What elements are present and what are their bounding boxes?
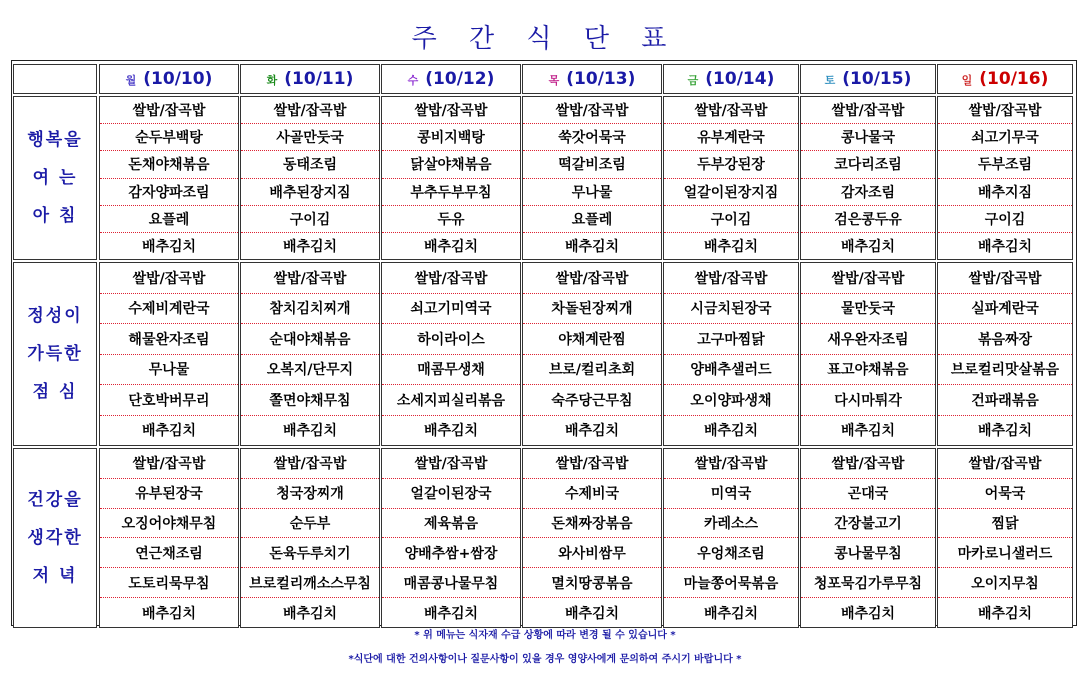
menu-item: 코다리조림 [801, 151, 935, 178]
menu-item: 브로컬리맛살볶음 [938, 355, 1072, 386]
menu-item: 쫄면야채무침 [241, 385, 379, 416]
menu-item: 감자조림 [801, 179, 935, 206]
menu-item: 브로컬리깨소스무침 [241, 568, 379, 598]
day-header-2 [240, 64, 380, 94]
menu-item: 수제비국 [523, 479, 661, 509]
meal-label-line: 생각한 [27, 528, 83, 548]
menu-item: 콩나물국 [801, 124, 935, 151]
meal-label-line: 행복을 [27, 130, 83, 150]
menu-item: 순대야채볶음 [241, 324, 379, 355]
meal-1-day-7 [937, 96, 1073, 260]
menu-item: 미역국 [664, 479, 798, 509]
day-date-label: (10/12) [425, 69, 495, 89]
meal-label-2 [13, 262, 97, 446]
menu-item: 돈육두루치기 [241, 538, 379, 568]
menu-item: 감자양파조림 [100, 179, 238, 206]
meal-2-day-1 [99, 262, 239, 446]
menu-item: 쌀밥/잡곡밥 [241, 263, 379, 294]
menu-item: 브로/컬리초회 [523, 355, 661, 386]
menu-item: 동태조림 [241, 151, 379, 178]
meal-label-line: 아 침 [32, 206, 78, 226]
meal-3-day-1 [99, 448, 239, 628]
menu-item: 배추김치 [282, 423, 338, 440]
menu-item: 돈채야채볶음 [100, 151, 238, 178]
menu-item: 시금치된장국 [664, 294, 798, 325]
day-header-1 [99, 64, 239, 94]
menu-item: 카레소스 [664, 509, 798, 539]
menu-item: 어묵국 [938, 479, 1072, 509]
menu-item: 무나물 [100, 355, 238, 386]
menu-item: 배추김치 [282, 238, 338, 255]
menu-item: 배추김치 [977, 605, 1033, 622]
menu-item: 떡갈비조림 [523, 151, 661, 178]
menu-item: 하이라이스 [382, 324, 520, 355]
menu-item: 쌀밥/잡곡밥 [938, 97, 1072, 124]
weekday-icon: 목 [548, 74, 560, 87]
menu-item: 멸치땅콩볶음 [523, 568, 661, 598]
meal-3-day-2 [240, 448, 380, 628]
meal-label-line: 건강을 [27, 490, 83, 510]
menu-table [11, 60, 1077, 626]
menu-item: 쌀밥/잡곡밥 [664, 263, 798, 294]
meal-label-1 [13, 96, 97, 260]
menu-item: 쌀밥/잡곡밥 [241, 97, 379, 124]
menu-item: 마늘쫑어묵볶음 [664, 568, 798, 598]
menu-item: 배추된장지짐 [241, 179, 379, 206]
note-1: * 위 메뉴는 식자재 수급 상황에 따라 변경 될 수 있습니다 * [414, 630, 676, 641]
menu-item: 곤대국 [801, 479, 935, 509]
meal-3-day-4 [522, 448, 662, 628]
menu-item: 쌀밥/잡곡밥 [938, 263, 1072, 294]
meal-3-day-7 [937, 448, 1073, 628]
menu-item: 요플레 [100, 206, 238, 233]
meal-2-day-6 [800, 262, 936, 446]
menu-item: 배추김치 [840, 423, 896, 440]
weekday-icon: 월 [125, 74, 137, 87]
meal-label-line: 여 는 [32, 168, 78, 188]
day-header-3 [381, 64, 521, 94]
menu-item: 오이지무침 [938, 568, 1072, 598]
meal-1-day-1 [99, 96, 239, 260]
menu-item: 차돌된장찌개 [523, 294, 661, 325]
day-date-label: (10/13) [566, 69, 636, 89]
menu-item: 배추김치 [423, 605, 479, 622]
menu-item: 쌀밥/잡곡밥 [938, 449, 1072, 479]
menu-item: 마카로니샐러드 [938, 538, 1072, 568]
menu-item: 쌀밥/잡곡밥 [241, 449, 379, 479]
menu-item: 소세지피실리볶음 [382, 385, 520, 416]
menu-item: 양배추샐러드 [664, 355, 798, 386]
menu-item: 고구마찜닭 [664, 324, 798, 355]
menu-item: 배추김치 [423, 238, 479, 255]
menu-item: 두부조림 [938, 151, 1072, 178]
meal-2-day-7 [937, 262, 1073, 446]
weekday-icon: 금 [687, 74, 699, 87]
menu-item: 제육볶음 [382, 509, 520, 539]
menu-item: 배추김치 [564, 238, 620, 255]
menu-item: 배추김치 [564, 423, 620, 440]
meal-1-day-2 [240, 96, 380, 260]
weekday-icon: 화 [266, 74, 278, 87]
menu-item: 표고야채볶음 [801, 355, 935, 386]
weekday-icon: 일 [961, 74, 973, 87]
menu-item: 우엉채조림 [664, 538, 798, 568]
menu-item: 닭살야채볶음 [382, 151, 520, 178]
menu-item: 배추김치 [703, 238, 759, 255]
menu-item: 순두부 [241, 509, 379, 539]
menu-item: 찜닭 [938, 509, 1072, 539]
menu-item: 콩나물무침 [801, 538, 935, 568]
menu-item: 무나물 [523, 179, 661, 206]
menu-item: 배추김치 [423, 423, 479, 440]
menu-item: 콩비지백탕 [382, 124, 520, 151]
meal-2-day-5 [663, 262, 799, 446]
menu-item: 쌀밥/잡곡밥 [801, 263, 935, 294]
weekday-icon: 수 [407, 74, 419, 87]
menu-item: 얼갈이된장지짐 [664, 179, 798, 206]
menu-item: 두유 [382, 206, 520, 233]
meal-3-day-3 [381, 448, 521, 628]
menu-item: 도토리묵무침 [100, 568, 238, 598]
menu-item: 수제비계란국 [100, 294, 238, 325]
menu-item: 검은콩두유 [801, 206, 935, 233]
menu-item: 배추지짐 [938, 179, 1072, 206]
menu-item: 쌀밥/잡곡밥 [100, 449, 238, 479]
meal-label-line: 점 심 [32, 382, 78, 402]
menu-item: 사골만둣국 [241, 124, 379, 151]
menu-item: 쌀밥/잡곡밥 [100, 97, 238, 124]
meal-1-day-5 [663, 96, 799, 260]
day-header-7 [937, 64, 1073, 94]
menu-item: 배추김치 [141, 238, 197, 255]
menu-item: 쇠고기미역국 [382, 294, 520, 325]
meal-label-line: 저 녁 [32, 566, 78, 586]
menu-item: 물만둣국 [801, 294, 935, 325]
meal-1-day-6 [800, 96, 936, 260]
menu-item: 돈채짜장볶음 [523, 509, 661, 539]
menu-item: 새우완자조림 [801, 324, 935, 355]
menu-item: 오징어야채무침 [100, 509, 238, 539]
menu-item: 오이양파생채 [664, 385, 798, 416]
meal-label-3 [13, 448, 97, 628]
menu-item: 배추김치 [977, 238, 1033, 255]
menu-item: 다시마튀각 [801, 385, 935, 416]
menu-item: 구이김 [938, 206, 1072, 233]
day-date-label: (10/16) [979, 69, 1049, 89]
menu-item: 청국장찌개 [241, 479, 379, 509]
menu-item: 쌀밥/잡곡밥 [801, 449, 935, 479]
day-header-5 [663, 64, 799, 94]
menu-item: 쌀밥/잡곡밥 [801, 97, 935, 124]
menu-item: 참치김치찌개 [241, 294, 379, 325]
menu-item: 배추김치 [141, 605, 197, 622]
menu-item: 실파계란국 [938, 294, 1072, 325]
menu-item: 오복지/단무지 [241, 355, 379, 386]
menu-grid [13, 62, 1075, 624]
menu-item: 구이김 [664, 206, 798, 233]
meal-label-line: 정성이 [27, 306, 83, 326]
menu-item: 배추김치 [840, 605, 896, 622]
menu-item: 배추김치 [141, 423, 197, 440]
menu-item: 쑥갓어묵국 [523, 124, 661, 151]
menu-item: 배추김치 [703, 605, 759, 622]
corner-cell [13, 64, 97, 94]
menu-item: 쌀밥/잡곡밥 [664, 449, 798, 479]
menu-item: 쇠고기무국 [938, 124, 1072, 151]
day-header-4 [522, 64, 662, 94]
day-date-label: (10/10) [143, 69, 213, 89]
menu-item: 쌀밥/잡곡밥 [382, 97, 520, 124]
meal-label-line: 가득한 [27, 344, 83, 364]
menu-item: 쌀밥/잡곡밥 [523, 263, 661, 294]
menu-item: 쌀밥/잡곡밥 [664, 97, 798, 124]
menu-item: 유부된장국 [100, 479, 238, 509]
menu-item: 양배추쌈+쌈장 [382, 538, 520, 568]
meal-3-day-5 [663, 448, 799, 628]
menu-item: 쌀밥/잡곡밥 [100, 263, 238, 294]
menu-item: 배추김치 [564, 605, 620, 622]
menu-item: 쌀밥/잡곡밥 [382, 449, 520, 479]
meal-2-day-2 [240, 262, 380, 446]
menu-item: 쌀밥/잡곡밥 [523, 97, 661, 124]
menu-item: 단호박버무리 [100, 385, 238, 416]
day-header-6 [800, 64, 936, 94]
menu-item: 얼갈이된장국 [382, 479, 520, 509]
menu-item: 건파래볶음 [938, 385, 1072, 416]
meal-1-day-4 [522, 96, 662, 260]
menu-item: 두부강된장 [664, 151, 798, 178]
menu-item: 해물완자조림 [100, 324, 238, 355]
menu-item: 부추두부무침 [382, 179, 520, 206]
note-2: *식단에 대한 건의사항이나 질문사항이 있을 경우 영양사에게 문의하여 주시기 바랍니다 * [348, 654, 742, 665]
weekday-icon: 토 [824, 74, 836, 87]
menu-item: 매콤무생채 [382, 355, 520, 386]
menu-item: 배추김치 [840, 238, 896, 255]
menu-item: 매콤콩나물무침 [382, 568, 520, 598]
menu-item: 유부계란국 [664, 124, 798, 151]
menu-item: 구이김 [241, 206, 379, 233]
menu-item: 청포묵김가루무침 [801, 568, 935, 598]
page-title: 주 간 식 단 표 [411, 24, 679, 54]
menu-item: 숙주당근무침 [523, 385, 661, 416]
menu-item: 와사비쌈무 [523, 538, 661, 568]
menu-item: 쌀밥/잡곡밥 [382, 263, 520, 294]
menu-item: 쌀밥/잡곡밥 [523, 449, 661, 479]
menu-item: 배추김치 [977, 423, 1033, 440]
menu-item: 배추김치 [703, 423, 759, 440]
menu-item: 배추김치 [282, 605, 338, 622]
meal-1-day-3 [381, 96, 521, 260]
menu-item: 야채계란찜 [523, 324, 661, 355]
menu-item: 볶음짜장 [938, 324, 1072, 355]
menu-item: 요플레 [523, 206, 661, 233]
day-date-label: (10/14) [705, 69, 775, 89]
day-date-label: (10/15) [842, 69, 912, 89]
day-date-label: (10/11) [284, 69, 354, 89]
meal-2-day-4 [522, 262, 662, 446]
meal-2-day-3 [381, 262, 521, 446]
menu-item: 간장불고기 [801, 509, 935, 539]
menu-item: 순두부백탕 [100, 124, 238, 151]
menu-item: 연근채조림 [100, 538, 238, 568]
meal-3-day-6 [800, 448, 936, 628]
